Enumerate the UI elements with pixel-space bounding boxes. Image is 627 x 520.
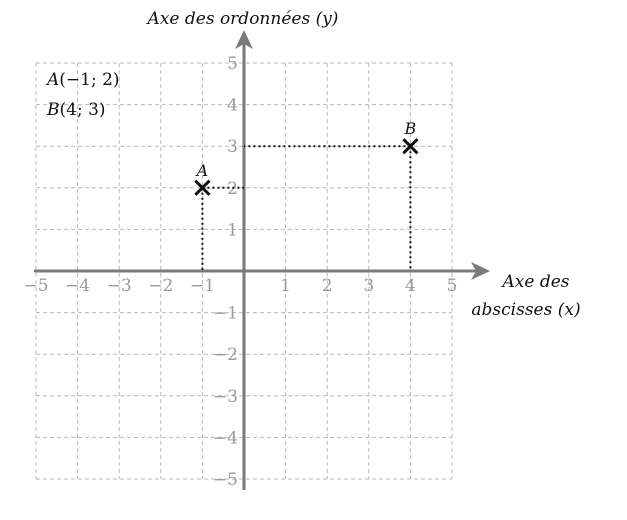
y-tick-label: −1: [212, 303, 238, 324]
legend-item-B: B(4; 3): [47, 100, 106, 120]
y-tick-label: 2: [227, 178, 238, 199]
x-tick-label: 4: [404, 276, 416, 296]
y-tick-label: −2: [212, 345, 238, 366]
x-tick-label: 1: [280, 276, 292, 296]
x-tick-label: −3: [106, 276, 132, 296]
y-tick-label: 3: [227, 137, 238, 158]
y-axis-title: Axe des ordonnées (y): [147, 9, 339, 29]
x-axis-title-line2: abscisses (x): [471, 300, 581, 320]
x-tick-label: 5: [446, 276, 458, 296]
y-tick-label: −4: [212, 428, 238, 449]
y-tick-label: −3: [212, 386, 238, 407]
x-tick-label: −5: [23, 276, 49, 296]
y-tick-label: 4: [227, 95, 238, 116]
y-tick-label: −5: [212, 470, 238, 490]
legend-item-A: A(−1; 2): [47, 70, 120, 90]
x-axis-title-line1: Axe des: [502, 272, 570, 292]
x-tick-label: −1: [189, 276, 215, 296]
point-label-B: B: [404, 119, 417, 139]
legend: [45, 70, 120, 120]
x-tick-label: 3: [363, 276, 375, 296]
point-label-A: A: [196, 160, 209, 180]
axes: [34, 30, 490, 490]
y-tick-label: 5: [227, 54, 238, 74]
y-tick-label: 1: [227, 220, 238, 241]
x-tick-label: −2: [148, 276, 174, 296]
projection-lines: [202, 146, 410, 271]
x-tick-label: 2: [321, 276, 333, 296]
x-tick-label: −4: [65, 276, 91, 296]
